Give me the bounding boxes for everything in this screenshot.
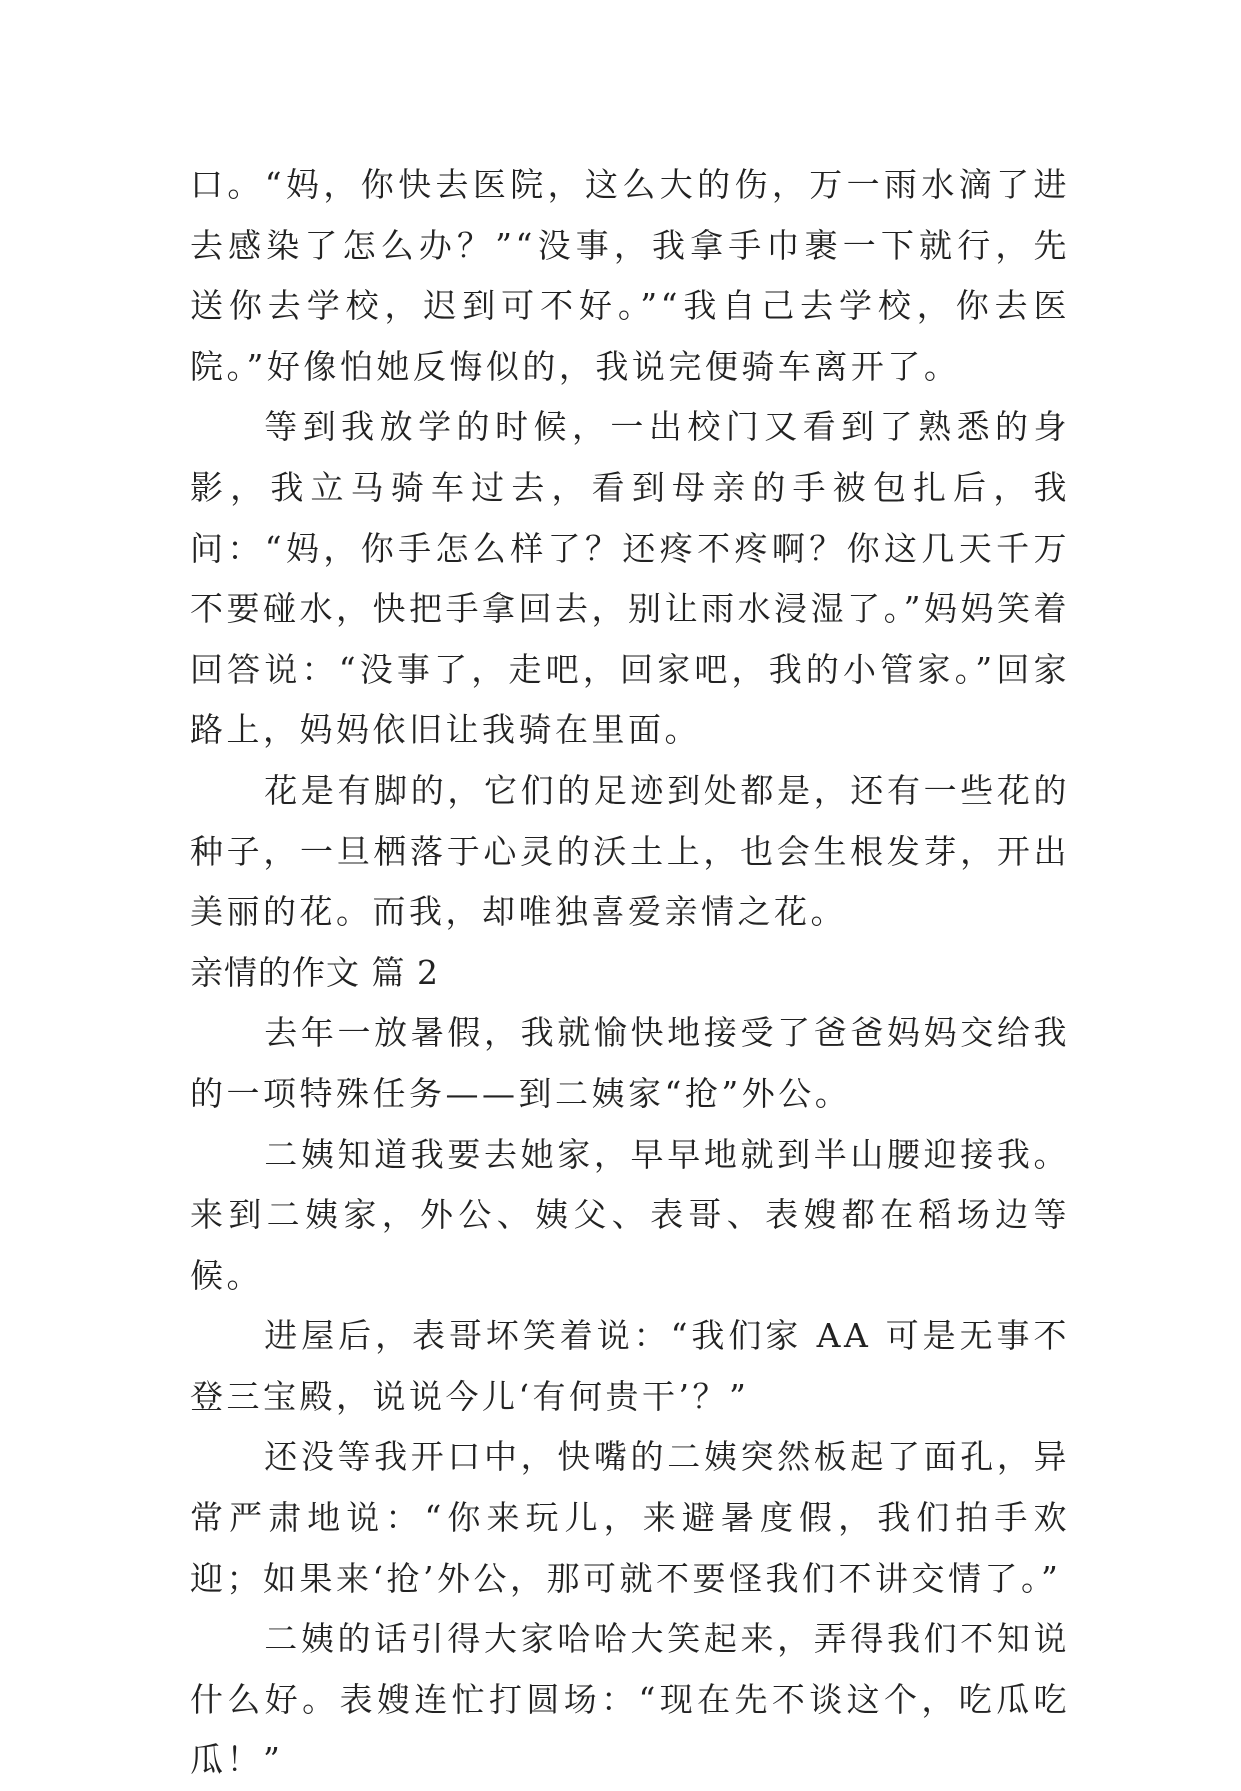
section-heading: 亲情的作文 篇 2: [190, 952, 439, 992]
paragraph: 花是有脚的，它们的足迹到处都是，还有一些花的种子，一旦栖落于心灵的沃土上，也会生根发芽，开出美丽的花。而我，却唯独喜爱亲情之花。: [190, 770, 1070, 932]
document-body: [190, 155, 1070, 1791]
paragraph-continued: 口。“妈，你快去医院，这么大的伤，万一雨水滴了进去感染了怎么办？”“没事，我拿手巾裹一下就行，先送你去学校，迟到可不好。”“我自己去学校，你去医院。”好像怕她反悔似的，我说完便骑车离开了。: [190, 165, 1070, 386]
paragraph: 二姨知道我要去她家，早早地就到半山腰迎接我。来到二姨家，外公、姨父、表哥、表嫂都在稻场边等候。: [190, 1134, 1070, 1295]
paragraph: 还没等我开口中，快嘴的二姨突然板起了面孔，异常严肃地说：“你来玩儿，来避暑度假，我们拍手欢迎；如果来‘抢’外公，那可就不要怪我们不讲交情了。”: [190, 1437, 1070, 1598]
paragraph: 去年一放暑假，我就愉快地接受了爸爸妈妈交给我的一项特殊任务——到二姨家“抢”外公。: [190, 1013, 1070, 1113]
paragraph: 二姨的话引得大家哈哈大笑起来，弄得我们不知说什么好。表嫂连忙打圆场：“现在先不谈这个，吃瓜吃瓜！”: [190, 1619, 1070, 1780]
paragraph: 等到我放学的时候，一出校门又看到了熟悉的身影，我立马骑车过去，看到母亲的手被包扎后，我问：“妈，你手怎么样了？还疼不疼啊？你这几天千万不要碰水，快把手拿回去，别让雨水浸湿了。”妈妈笑着回答说：“没事了，走吧，回家吧，我的小管家。”回家路上，妈妈依旧让我骑在里面。: [190, 407, 1070, 750]
paragraph: 进屋后，表哥坏笑着说：“我们家 AA 可是无事不登三宝殿，说说今儿‘有何贵干’？”: [190, 1316, 1070, 1416]
